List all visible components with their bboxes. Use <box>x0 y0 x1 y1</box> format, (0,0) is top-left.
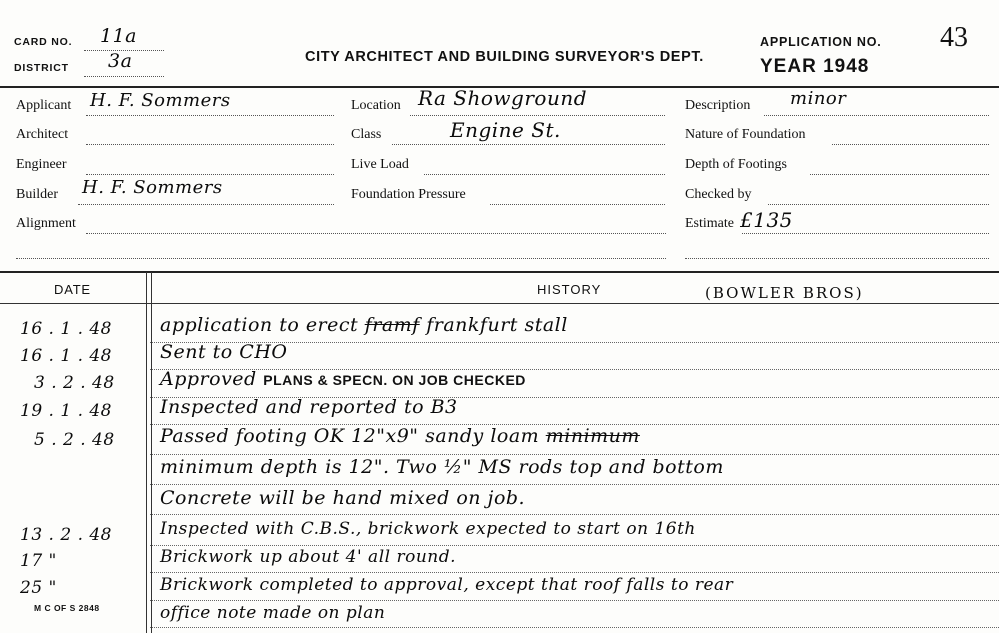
depth-of-footings-label: Depth of Footings <box>685 157 787 172</box>
history-note: (BOWLER BROS) <box>705 284 864 302</box>
year-label: YEAR 1948 <box>760 56 870 77</box>
row-text <box>160 368 526 390</box>
row-text: office note made on plan <box>160 603 386 623</box>
builder-value: H. F. Sommers <box>82 177 223 198</box>
row-text: Concrete will be hand mixed on job. <box>160 487 526 509</box>
row-text-part: application to erect <box>160 314 365 336</box>
row-text-struck: minimum <box>545 425 640 447</box>
district-value: 3a <box>108 50 133 72</box>
card-no-value: 11a <box>100 25 138 47</box>
applicant-value: H. F. Sommers <box>90 90 231 111</box>
estimate-label: Estimate <box>685 216 734 231</box>
builder-label: Builder <box>16 187 58 202</box>
row-text-part: frankfurt stall <box>419 314 568 336</box>
district-label: DISTRICT <box>14 62 69 74</box>
row-text-part: Approved <box>160 368 264 390</box>
dept-title: CITY ARCHITECT AND BUILDING SURVEYOR'S DEPT. <box>305 49 704 65</box>
row-date: 3 . 2 . 48 <box>34 373 115 393</box>
row-text: Brickwork up about 4' all round. <box>160 547 457 567</box>
history-header: HISTORY <box>537 282 602 297</box>
nature-of-foundation-label: Nature of Foundation <box>685 127 806 142</box>
row-date: 17 " <box>20 551 57 571</box>
row-date: 13 . 2 . 48 <box>20 525 113 545</box>
description-value: minor <box>790 88 847 109</box>
row-stamp: PLANS & SPECN. ON JOB CHECKED <box>263 372 526 388</box>
description-label: Description <box>685 98 751 113</box>
location-label: Location <box>351 98 401 113</box>
class-value: Engine St. <box>450 118 561 142</box>
row-text <box>160 314 568 336</box>
row-text-part: Passed footing OK 12"x9" sandy loam <box>160 425 546 447</box>
row-text: Inspected with C.B.S., brickwork expected to start on 16th <box>160 519 696 539</box>
class-label: Class <box>351 127 382 142</box>
row-text-struck: framf <box>364 314 420 336</box>
row-date: 16 . 1 . 48 <box>20 346 113 366</box>
checked-by-label: Checked by <box>685 187 752 202</box>
row-text: Brickwork completed to approval, except that roof falls to rear <box>160 575 734 595</box>
row-text: minimum depth is 12". Two ½" MS rods top and bottom <box>160 456 724 478</box>
row-date: 16 . 1 . 48 <box>20 319 113 339</box>
row-text <box>160 425 640 447</box>
estimate-value: £135 <box>740 208 793 232</box>
application-no: 43 <box>940 22 968 53</box>
row-text: Sent to CHO <box>160 341 288 363</box>
foundation-pressure-label: Foundation Pressure <box>351 187 466 202</box>
applicant-label: Applicant <box>16 98 72 113</box>
row-date: 25 " <box>20 578 57 598</box>
form-code: M C OF S 2848 <box>34 603 100 613</box>
architect-label: Architect <box>16 127 69 142</box>
engineer-label: Engineer <box>16 157 67 172</box>
date-header: DATE <box>54 282 91 297</box>
row-text: Inspected and reported to B3 <box>160 396 458 418</box>
row-date: 5 . 2 . 48 <box>34 430 115 450</box>
live-load-label: Live Load <box>351 157 409 172</box>
application-label: APPLICATION NO. <box>760 35 882 49</box>
card-no-label: CARD NO. <box>14 36 73 48</box>
alignment-label: Alignment <box>16 216 76 231</box>
row-date: 19 . 1 . 48 <box>20 401 113 421</box>
location-value: Ra Showground <box>418 86 588 110</box>
